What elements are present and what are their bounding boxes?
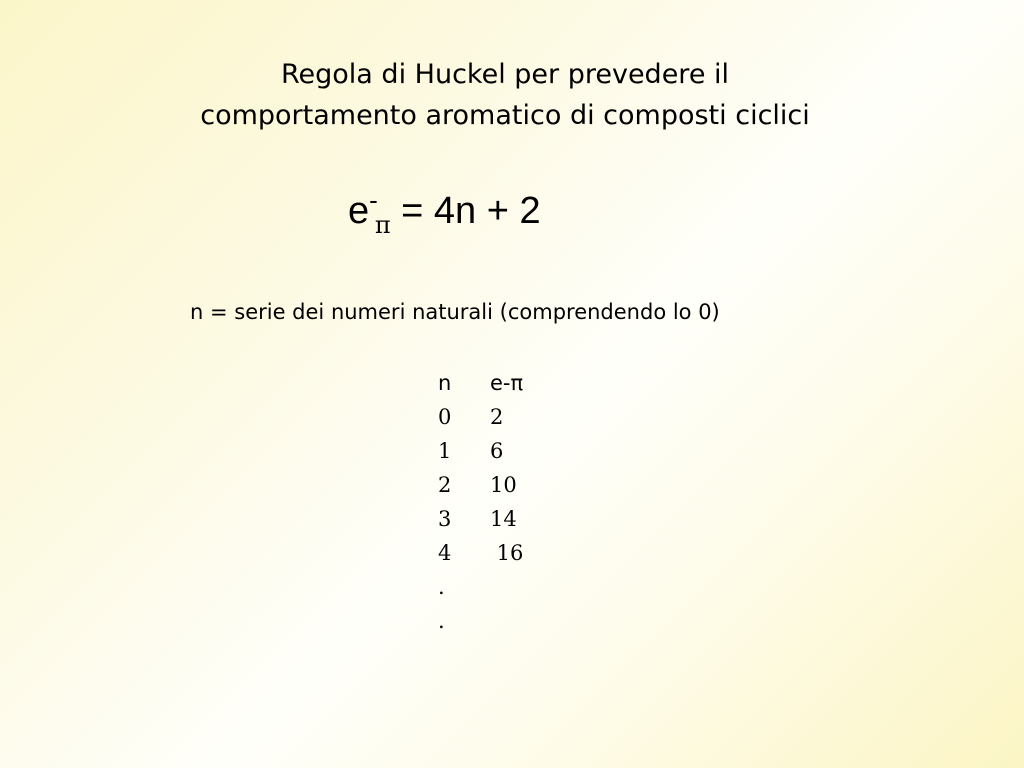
formula-superscript: -	[369, 185, 378, 215]
title-line-1: Regola di Huckel per prevedere il	[280, 59, 730, 90]
table-cell-electrons: 2	[490, 405, 504, 429]
table-cell-n: 1	[438, 439, 452, 463]
table-cell-electrons: 16	[490, 541, 524, 565]
huckel-formula	[348, 185, 541, 239]
table-cell-electrons	[490, 604, 523, 638]
table-cell-n: 0	[438, 405, 452, 429]
table-cell-n: .	[438, 609, 445, 633]
table-cell-n: 2	[438, 473, 452, 497]
formula-subscript: π	[374, 211, 391, 239]
table-header-electrons: e-π	[490, 371, 524, 395]
table-cell-electrons: 14	[490, 507, 517, 531]
table-row	[438, 502, 523, 536]
table-cell-electrons: 10	[490, 473, 517, 497]
electron-count-table	[438, 366, 523, 638]
formula-rhs: = 4n + 2	[390, 190, 541, 232]
table-row	[438, 468, 523, 502]
table-row	[438, 400, 523, 434]
table-row	[438, 604, 523, 638]
formula-base: e	[348, 190, 370, 232]
table-cell-electrons	[490, 570, 523, 604]
table-cell-n: 3	[438, 507, 452, 531]
title-line-2: comportamento aromatico di composti ciclici	[200, 100, 810, 131]
table-cell-n: 4	[438, 541, 452, 565]
table-header-row	[438, 366, 523, 400]
n-definition: n = serie dei numeri naturali (comprendendo lo 0)	[190, 300, 720, 324]
table-cell-electrons: 6	[490, 439, 504, 463]
table-row	[438, 434, 523, 468]
table-header-n: n	[438, 371, 452, 395]
table-cell-n: .	[438, 575, 445, 599]
slide-title	[0, 54, 1010, 136]
table-row	[438, 536, 523, 570]
table-row	[438, 570, 523, 604]
